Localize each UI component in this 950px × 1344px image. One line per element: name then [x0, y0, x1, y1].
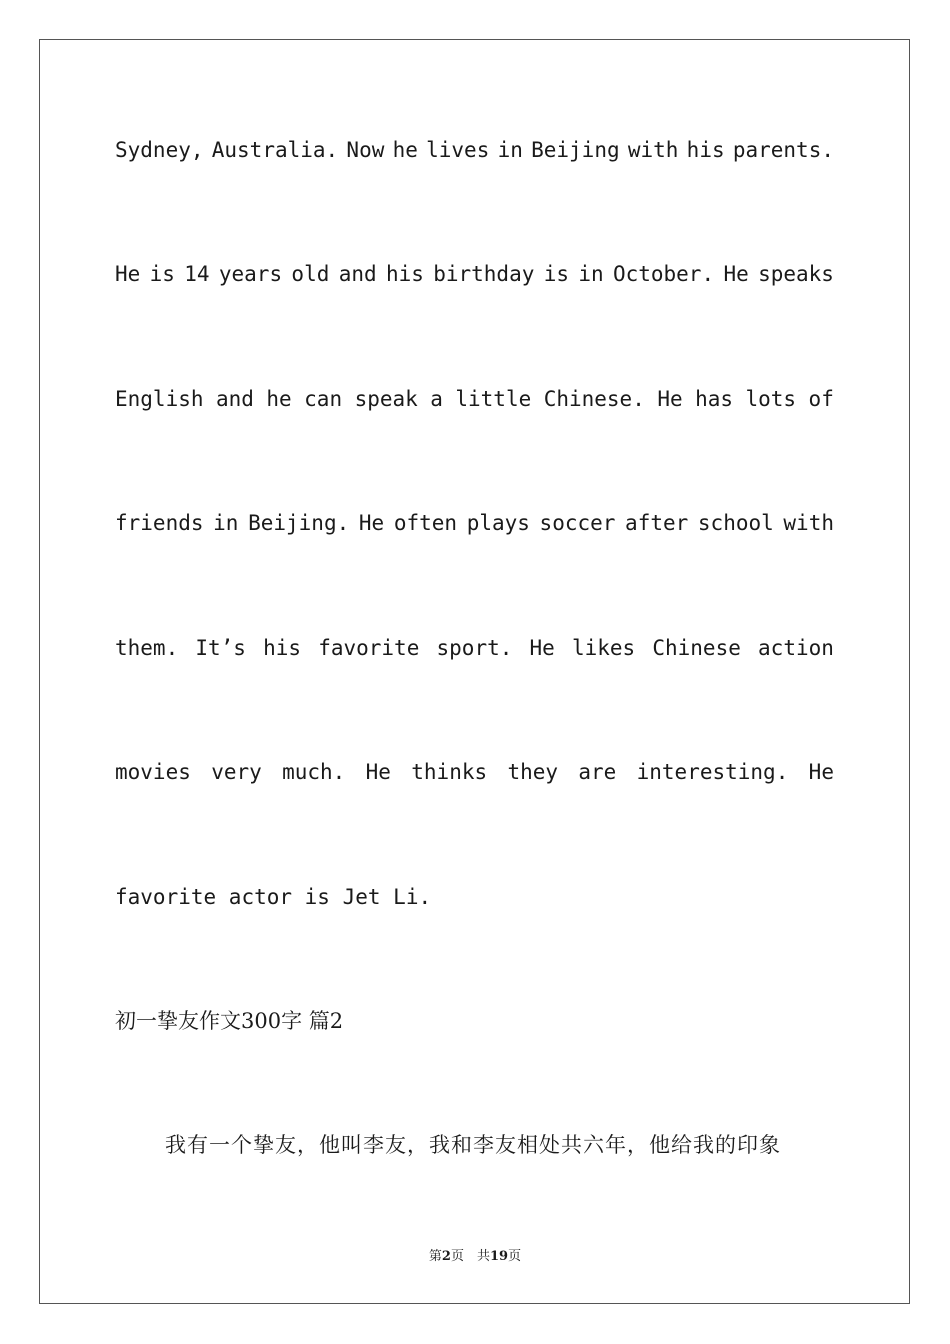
- text-line-6: [115, 759, 834, 785]
- word: Jet: [342, 885, 394, 909]
- word: friends: [115, 511, 204, 535]
- word: Chinese.: [543, 387, 645, 411]
- word: Beijing.: [248, 511, 350, 535]
- word: in: [497, 138, 523, 162]
- word: often: [393, 511, 458, 535]
- word: Chinese: [652, 636, 741, 660]
- text-line-4: [115, 510, 834, 536]
- word: Li.: [393, 885, 432, 909]
- text-line-1: [115, 137, 834, 163]
- word: He: [657, 387, 683, 411]
- word: his: [385, 262, 424, 286]
- word: school: [697, 511, 774, 535]
- word: with: [627, 138, 679, 162]
- word: It’s: [195, 636, 246, 660]
- word: in: [213, 511, 239, 535]
- word: soccer: [539, 511, 616, 535]
- word: interesting.: [636, 760, 789, 784]
- word: is: [543, 262, 569, 286]
- word: plays: [466, 511, 530, 535]
- text-line-2: [115, 261, 834, 287]
- word: movies: [115, 760, 191, 784]
- word: thinks: [411, 760, 488, 784]
- word: parents.: [732, 138, 834, 162]
- page-border: [39, 39, 910, 1304]
- page-footer: [0, 1248, 950, 1266]
- word: favorite: [318, 636, 420, 660]
- word: his: [686, 138, 725, 162]
- word: with: [783, 511, 834, 535]
- footer-page-mid: 页 共: [450, 1249, 490, 1264]
- word: He: [529, 636, 555, 660]
- word: after: [625, 511, 689, 535]
- word: and: [215, 387, 254, 411]
- word: he: [266, 387, 292, 411]
- text-line-7: [115, 884, 834, 910]
- word: Australia.: [211, 138, 339, 162]
- word: lives: [426, 138, 490, 162]
- word: years: [218, 262, 283, 286]
- word: old: [291, 262, 330, 286]
- footer-page-prefix: 第: [428, 1249, 442, 1264]
- word: has: [695, 387, 734, 411]
- text-line-5: [115, 635, 834, 661]
- word: is: [149, 262, 175, 286]
- word: very: [211, 760, 262, 784]
- word: lots: [745, 387, 797, 411]
- word: they: [507, 760, 559, 784]
- word: likes: [571, 636, 636, 660]
- word: sport.: [436, 636, 513, 660]
- word: little: [455, 387, 532, 411]
- word: He: [365, 760, 391, 784]
- word: favorite: [115, 885, 229, 909]
- word: He: [358, 511, 385, 535]
- word: them.: [115, 636, 179, 660]
- word: speak: [354, 387, 418, 411]
- word: of: [808, 387, 834, 411]
- word: action: [758, 636, 834, 660]
- word: October.: [612, 262, 715, 286]
- footer-page-current: 2: [441, 1249, 451, 1264]
- word: English: [115, 387, 204, 411]
- word: Now: [346, 138, 385, 162]
- word: He: [808, 760, 834, 784]
- word: and: [338, 262, 377, 286]
- footer-page-total: 19: [489, 1249, 509, 1264]
- word: are: [578, 760, 617, 784]
- section-heading: 初一挚友作文300字 篇2: [115, 1009, 344, 1033]
- word: He: [723, 262, 749, 286]
- word: Sydney,: [115, 138, 204, 162]
- word: He: [115, 262, 141, 286]
- word: can: [304, 387, 343, 411]
- word: a: [430, 387, 443, 411]
- word: his: [263, 636, 302, 660]
- word: actor: [228, 885, 305, 909]
- word: in: [578, 262, 604, 286]
- text-line-3: [115, 386, 834, 412]
- word: birthday: [433, 262, 535, 286]
- word: Beijing: [531, 138, 620, 162]
- word: is: [304, 885, 343, 909]
- word: much.: [282, 760, 346, 784]
- footer-page-suffix: 页: [508, 1249, 522, 1264]
- chinese-paragraph: 我有一个挚友，他叫李友，我和李友相处共六年，他给我的印象: [165, 1133, 781, 1157]
- word: 14: [184, 262, 210, 286]
- word: speaks: [758, 262, 834, 286]
- word: he: [392, 138, 418, 162]
